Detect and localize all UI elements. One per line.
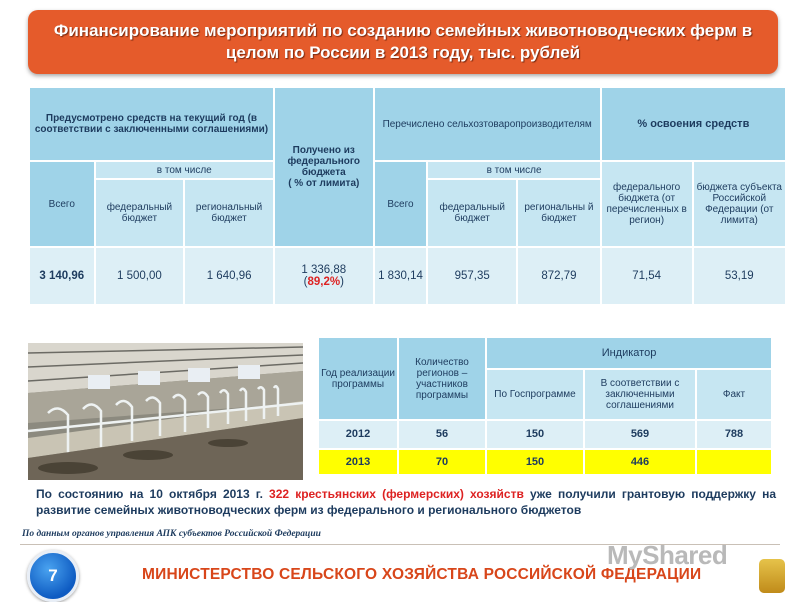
header-regions: Количество регионов – участников программы bbox=[398, 337, 486, 420]
header-pct-fed: федерального бюджета (от перечисленных в регион) bbox=[601, 161, 693, 247]
header-transferred: Перечислено сельхозтоваропроизводителям bbox=[374, 87, 601, 161]
table-row bbox=[318, 420, 772, 448]
header-gosprog: По Госпрограмме bbox=[486, 369, 584, 420]
header-received-note: ( % от лимита) bbox=[288, 178, 360, 190]
header-incl: в том числе bbox=[95, 161, 274, 179]
value-trans-total: 1 830,14 bbox=[374, 247, 428, 305]
funding-table bbox=[28, 86, 787, 306]
watermark-text: MyShared bbox=[607, 540, 728, 570]
value-received-amount: 1 336,88 bbox=[301, 264, 347, 277]
row-year: 2012 bbox=[318, 420, 398, 448]
title-banner bbox=[28, 10, 778, 74]
header-planned: Предусмотрено средств на текущий год (в соответствии с заключенными соглашениями) bbox=[29, 87, 274, 161]
header-incl2: в том числе bbox=[427, 161, 600, 179]
value-received-pct-wrap: (89,2%) bbox=[303, 276, 344, 289]
header-received bbox=[274, 87, 374, 247]
header-agreements: В соответствии с заключенными соглашениями bbox=[584, 369, 696, 420]
note-part2: уже получили грантовую поддержку на развитие семейных животноводческих ферм из федерального и регионального бюджетов bbox=[36, 487, 776, 517]
row-agreements: 569 bbox=[584, 420, 696, 448]
value-received-pct: 89,2% bbox=[307, 276, 341, 289]
header-fed2: федеральный бюджет bbox=[427, 179, 517, 247]
farm-photo-illustration bbox=[28, 343, 303, 480]
farm-photo bbox=[28, 343, 303, 480]
value-pct-fed: 71,54 bbox=[601, 247, 693, 305]
header-fact: Факт bbox=[696, 369, 772, 420]
header-indicator: Индикатор bbox=[486, 337, 772, 369]
status-note bbox=[36, 486, 776, 518]
value-received bbox=[274, 247, 374, 305]
source-note: По данным органов управления АПК субъектов Российской Федерации bbox=[22, 529, 321, 539]
page-title: Финансирование мероприятий по созданию семейных животноводческих ферм в целом по России в 2013 году, тыс. рублей bbox=[53, 21, 753, 62]
value-fed: 1 500,00 bbox=[95, 247, 185, 305]
header-fed: федеральный бюджет bbox=[95, 179, 185, 247]
value-total: 3 140,96 bbox=[29, 247, 95, 305]
note-part1: По состоянию на 10 октября 2013 г. bbox=[36, 487, 263, 501]
row-fact bbox=[696, 449, 772, 475]
header-reg2: региональны й бюджет bbox=[517, 179, 601, 247]
note-highlight: 322 крестьянских (фермерских) хозяйств bbox=[269, 487, 524, 501]
value-pct-reg: 53,19 bbox=[693, 247, 786, 305]
ministry-name: МИНИСТЕРСТВО СЕЛЬСКОГО ХОЗЯЙСТВА РОССИЙСКОЙ ФЕДЕРАЦИИ bbox=[142, 566, 702, 583]
header-total2: Всего bbox=[374, 161, 428, 247]
page-number-badge: 7 bbox=[27, 550, 79, 602]
row-regions: 56 bbox=[398, 420, 486, 448]
row-regions: 70 bbox=[398, 449, 486, 475]
table-row-highlighted bbox=[318, 449, 772, 475]
value-trans-fed: 957,35 bbox=[427, 247, 517, 305]
header-year: Год реализации программы bbox=[318, 337, 398, 420]
grants-table bbox=[317, 336, 773, 476]
value-reg: 1 640,96 bbox=[184, 247, 274, 305]
row-gosprog: 150 bbox=[486, 420, 584, 448]
header-pct-reg: бюджета субъекта Российской Федерации (от лимита) bbox=[693, 161, 786, 247]
header-reg: региональный бюджет bbox=[184, 179, 274, 247]
row-agreements: 446 bbox=[584, 449, 696, 475]
row-gosprog: 150 bbox=[486, 449, 584, 475]
emblem-icon bbox=[758, 558, 786, 594]
header-received-label: Получено из федерального бюджета bbox=[287, 145, 361, 179]
value-trans-reg: 872,79 bbox=[517, 247, 601, 305]
header-total: Всего bbox=[29, 161, 95, 247]
header-percent: % освоения средств bbox=[601, 87, 786, 161]
watermark bbox=[607, 540, 727, 571]
row-fact: 788 bbox=[696, 420, 772, 448]
row-year: 2013 bbox=[318, 449, 398, 475]
